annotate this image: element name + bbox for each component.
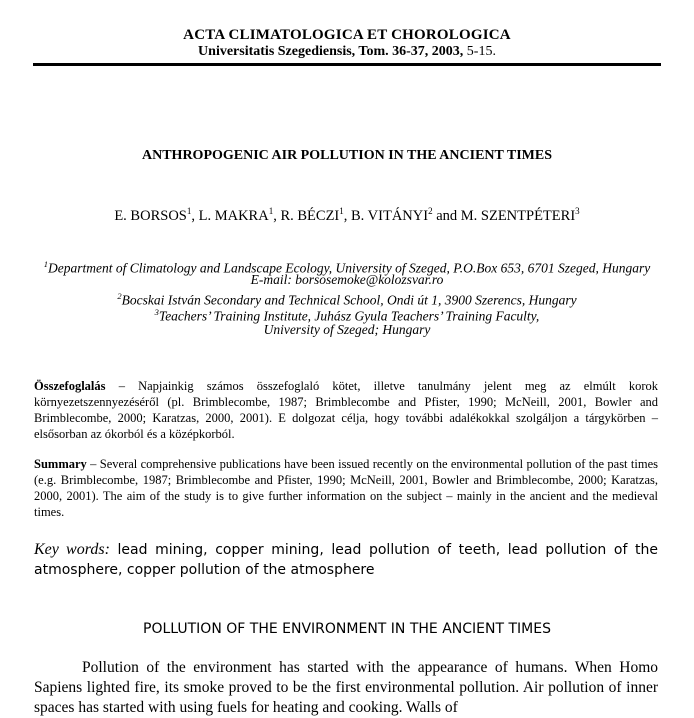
journal-pages: 5-15.	[466, 44, 496, 59]
author-name: R. BÉCZI	[280, 207, 340, 224]
abstract-hungarian	[34, 378, 658, 442]
journal-name: ACTA CLIMATOLOGICA ET CHOROLOGICA	[183, 27, 511, 43]
author-affil-mark: 1	[268, 206, 274, 216]
abstract-english	[34, 456, 658, 520]
author-affil-mark: 1	[339, 206, 344, 216]
header-rule	[33, 63, 661, 66]
author-name: L. MAKRA	[198, 207, 269, 224]
author-affil-mark: 3	[575, 206, 580, 216]
journal-citation	[0, 44, 694, 60]
body-line: Pollution of the environment has started with the appearance of humans. When	[82, 659, 612, 676]
journal-volume: Universitatis Szegediensis, Tom. 36-37, 2003,	[198, 44, 464, 59]
author-list: E. BORSOS$^1$, L. MAKRA$^1$, R. BÉCZI$^1$, B. VITÁNYI$^2$ and M. SZENTPÉTERI$^3$	[114, 206, 580, 224]
affiliation-3-line2: University of Szeged; Hungary	[263, 322, 431, 337]
abstract-english-text: – Several comprehensive publications have been issued recently on the environmental pollution of the past times (e.g. Brimblecombe, 1987; Brimblecombe and Pfister, 1990; McNeill, 2001, Bowler and Brimblecombe, 2000; Karatzas, 2000, 2001). The aim of the study is to give further information on the subject – mainly in the ancient and the medieval times.	[34, 457, 658, 519]
author-email: E-mail: borsosemoke@kolozsvar.ro	[250, 272, 444, 287]
abstract-hungarian-label: Összefoglalás	[34, 379, 106, 393]
keywords	[34, 540, 658, 580]
author-name: M. SZENTPÉTERI	[460, 207, 576, 224]
body-line: pollution of inner spaces has started with using fuels for heating and cooking. Walls of	[34, 679, 658, 716]
keywords-label: Key words:	[34, 541, 110, 558]
paper-title: ANTHROPOGENIC AIR POLLUTION IN THE ANCIENT TIMES	[142, 148, 552, 163]
affiliation-2: $^2$Bocskai István Secondary and Technical School, Ondi út 1, 3900 Szerencs, Hungary	[117, 291, 577, 308]
author-affil-mark: 1	[186, 206, 192, 216]
author-name: E. BORSOS	[114, 207, 187, 224]
author-name: B. VITÁNYI	[351, 207, 429, 224]
body-line: Homo Sapiens lighted fire, its smoke proved to be the first environmental pollution. Air	[34, 659, 658, 696]
section-heading: POLLUTION OF THE ENVIRONMENT IN THE ANCIENT TIMES	[143, 621, 551, 637]
keywords-text: lead mining, copper mining, lead pollution of teeth, lead pollution of the atmosphere, copper pollution of the atmosphere	[34, 542, 658, 578]
body-text	[34, 658, 658, 718]
abstract-english-label: Summary	[34, 457, 87, 471]
affiliation-3: $^3$Teachers’ Training Institute, Juhász Gyula Teachers’ Training Faculty,	[154, 307, 540, 324]
affiliation-1: $^1$Department of Climatology and Landscape Ecology, University of Szeged, P.O.Box 653, 6701 Szeged, Hungary	[43, 259, 651, 276]
abstract-hungarian-text: – Napjainkig számos összefoglaló kötet, illetve tanulmány jelent meg az elmúlt korok környezetszennyezéséről (pl. Brimblecombe, 1987; Brimblecombe and Pfister, 1990; McNeill, 2001, Bowler and Brimblecombe, 2000; Karatzas, 2000, 2001). E dolgozat célja, hogy további adalékokkal szolgáljon a tárgykörben – elsősorban az ókorból és a középkorból.	[34, 379, 658, 441]
author-affil-mark: 2	[428, 206, 433, 216]
